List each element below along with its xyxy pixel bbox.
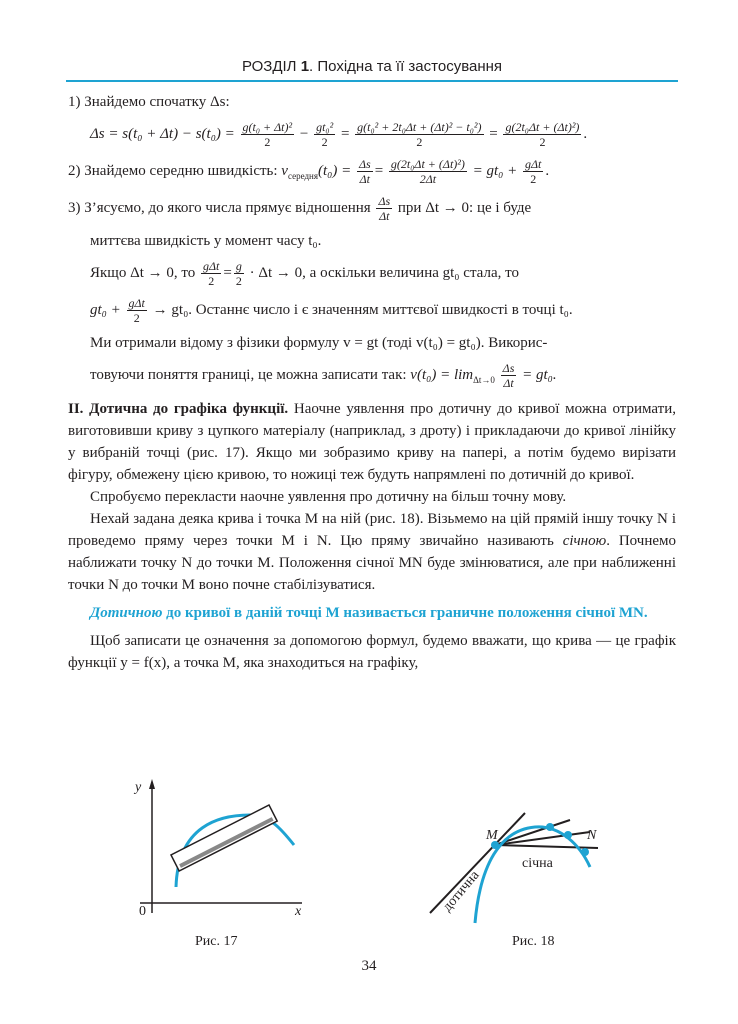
step3-line2: миттєва швидкість у момент часу t₀. <box>90 233 322 249</box>
main-text <box>68 92 676 674</box>
fraction <box>357 157 373 186</box>
fraction <box>389 157 467 186</box>
formula-part: = <box>489 125 498 142</box>
denominator: 2 <box>416 135 423 149</box>
y-arrow-icon <box>149 779 155 789</box>
fraction <box>503 120 581 149</box>
text: · Δt → 0, а оскільки величина gt₀ стала, то <box>249 264 519 281</box>
section-heading: ІІ. Дотична до графіка функції. <box>68 401 289 417</box>
text: Наочне уявлення про дотичну до кривої можна отримати, виготовивши криву з цупкого матеріалу (наприклад, з дроту) і прикладаючи до кривої лінійку у вибраній точці (рис. 17). Якщо ми зобразимо криву на папері, а потім будемо вирізати фігуру, обмежену цією кривою, то ножиці теж будуть напрямлені по дотичній до кривої. <box>68 401 677 483</box>
step3-line5: Ми отримали відому з фізики формулу v = gt (тоді v(t₀) = gt₀). Викорис- <box>90 335 548 351</box>
step3-line1 <box>68 194 676 223</box>
numerator: Δs <box>378 194 391 208</box>
numerator: Δs <box>358 157 371 171</box>
formula-part: середня <box>287 170 318 181</box>
denominator: Δt <box>503 376 514 390</box>
text: → gt₀. Останнє число і є значенням миттєвої швидкості в точці t₀. <box>152 301 573 318</box>
numerator: g(2t₀Δt + (Δt)²) <box>505 120 580 134</box>
numerator: g(t₀ + Δt)² <box>242 120 293 134</box>
formula-part: v <box>281 162 288 179</box>
point-n <box>564 831 572 839</box>
ruler-icon <box>171 805 277 871</box>
secant-line <box>495 845 598 848</box>
origin-label: 0 <box>139 904 146 919</box>
step1-label: 1) Знайдемо спочатку Δs: <box>68 94 230 110</box>
denominator: 2Δt <box>419 172 437 186</box>
figure-18 <box>420 805 620 935</box>
text: gt₀ + <box>90 301 121 318</box>
fraction <box>523 157 543 186</box>
denominator: 2 <box>264 135 271 149</box>
numerator: g <box>235 259 242 273</box>
fraction <box>201 259 221 288</box>
text: . Почнемо наближати точку N до точки M. Положення січної MN буде змінюватися, але при наближенні точки N до точки M воно почне стабілізуватися. <box>68 533 676 593</box>
term: січною <box>562 533 607 549</box>
x-label: x <box>295 904 302 919</box>
numerator: g(2t₀Δt + (Δt)²) <box>390 157 465 171</box>
denominator: Δt <box>359 172 371 186</box>
text: 3) З’ясуємо, до якого числа прямує відношення <box>68 199 371 216</box>
numerator: gΔt <box>128 296 145 310</box>
numerator: gΔt <box>203 259 220 273</box>
figure-17 <box>130 775 310 925</box>
numerator: Δs <box>502 361 515 375</box>
denominator: 2 <box>208 274 215 288</box>
text: = <box>223 264 232 281</box>
point-m-label: M <box>486 828 498 843</box>
fraction <box>127 296 147 325</box>
definition <box>68 602 676 624</box>
fraction <box>355 120 483 149</box>
fraction <box>376 194 392 223</box>
chapter-header <box>66 58 678 76</box>
fraction <box>234 259 244 288</box>
section2-paragraph4: Щоб записати це означення за допомогою формул, будемо вважати, що крива — це графік функції y = f(x), а точка M, яка знаходиться на графіку, <box>68 633 676 671</box>
text: Якщо Δt → 0, то <box>90 264 196 281</box>
point <box>581 848 589 856</box>
formula-part: = <box>340 125 350 142</box>
fraction <box>501 361 517 390</box>
chapter-title: . Похідна та її застосування <box>309 58 503 75</box>
chapter-number: 1 <box>300 58 310 75</box>
formula-part: . <box>583 125 588 142</box>
figure-18-caption: Рис. 18 <box>512 934 555 949</box>
section2-paragraph2: Спробуємо перекласти наочне уявлення про дотичну на більш точну мову. <box>90 489 567 505</box>
secant-label: січна <box>522 856 553 871</box>
fraction <box>241 120 295 149</box>
formula-part: Δs = s(t₀ + Δt) − s(t₀) = <box>90 125 235 142</box>
denominator: Δt <box>379 209 390 223</box>
page-number: 34 <box>361 958 377 974</box>
step3-line4 <box>68 296 676 325</box>
text: Нехай задана деяка крива і точка M на ній (рис. 18). Візьмемо на цій прямій іншу точку N і проведемо пряму через точки M і N. Цю пряму звичайно називають <box>68 511 676 549</box>
text: Δt→0 <box>473 374 495 385</box>
fraction <box>314 120 335 149</box>
numerator: gΔt <box>525 157 542 171</box>
text: при Δt → 0: це і буде <box>397 199 532 216</box>
y-label: y <box>135 780 142 795</box>
step2-line: 2) Знайдемо середню швидкість: $v_{середня}(t_0)$ = $\frac{\Delta s}{\Delta t}$ = $\frac{\text{g(2t₀Δt + (Δt)²)}}{2\Delta t}$ = gt₀ + gΔt 2 . <box>68 157 550 186</box>
numerator: g(t₀² + 2t₀Δt + (Δt)² − t₀²) <box>357 120 482 134</box>
section2-paragraph1 <box>68 398 676 486</box>
point <box>546 823 554 831</box>
chapter-label: РОЗДІЛ <box>241 58 297 75</box>
step1-formula <box>68 120 676 149</box>
figure-17-caption: Рис. 17 <box>195 934 238 949</box>
formula-part: − <box>299 125 309 142</box>
term: Дотичною <box>90 605 163 621</box>
denominator: 2 <box>530 172 537 186</box>
step3-line6 <box>68 361 676 390</box>
formula-part: (t₀) = <box>317 162 352 179</box>
numerator: gt₀² <box>316 120 334 134</box>
denominator: 2 <box>133 311 140 325</box>
text: = gt₀. <box>522 366 557 383</box>
header-rule <box>66 80 678 82</box>
step3-line3 <box>68 259 676 288</box>
tangent-label: дотична <box>440 868 483 915</box>
text: до кривої в даній точці M називається граничне положення січної MN. <box>162 605 648 621</box>
denominator: 2 <box>235 274 242 288</box>
step2-label: 2) Знайдемо середню швидкість: <box>68 162 278 179</box>
point-n-label: N <box>587 828 597 843</box>
formula-part: = gt₀ + <box>472 162 518 179</box>
text: товуючи поняття границі, це можна записати так: <box>90 366 407 383</box>
denominator: 2 <box>539 135 546 149</box>
text: v(t₀) = lim <box>410 366 474 383</box>
section2-paragraph3 <box>68 508 676 596</box>
denominator: 2 <box>321 135 328 149</box>
